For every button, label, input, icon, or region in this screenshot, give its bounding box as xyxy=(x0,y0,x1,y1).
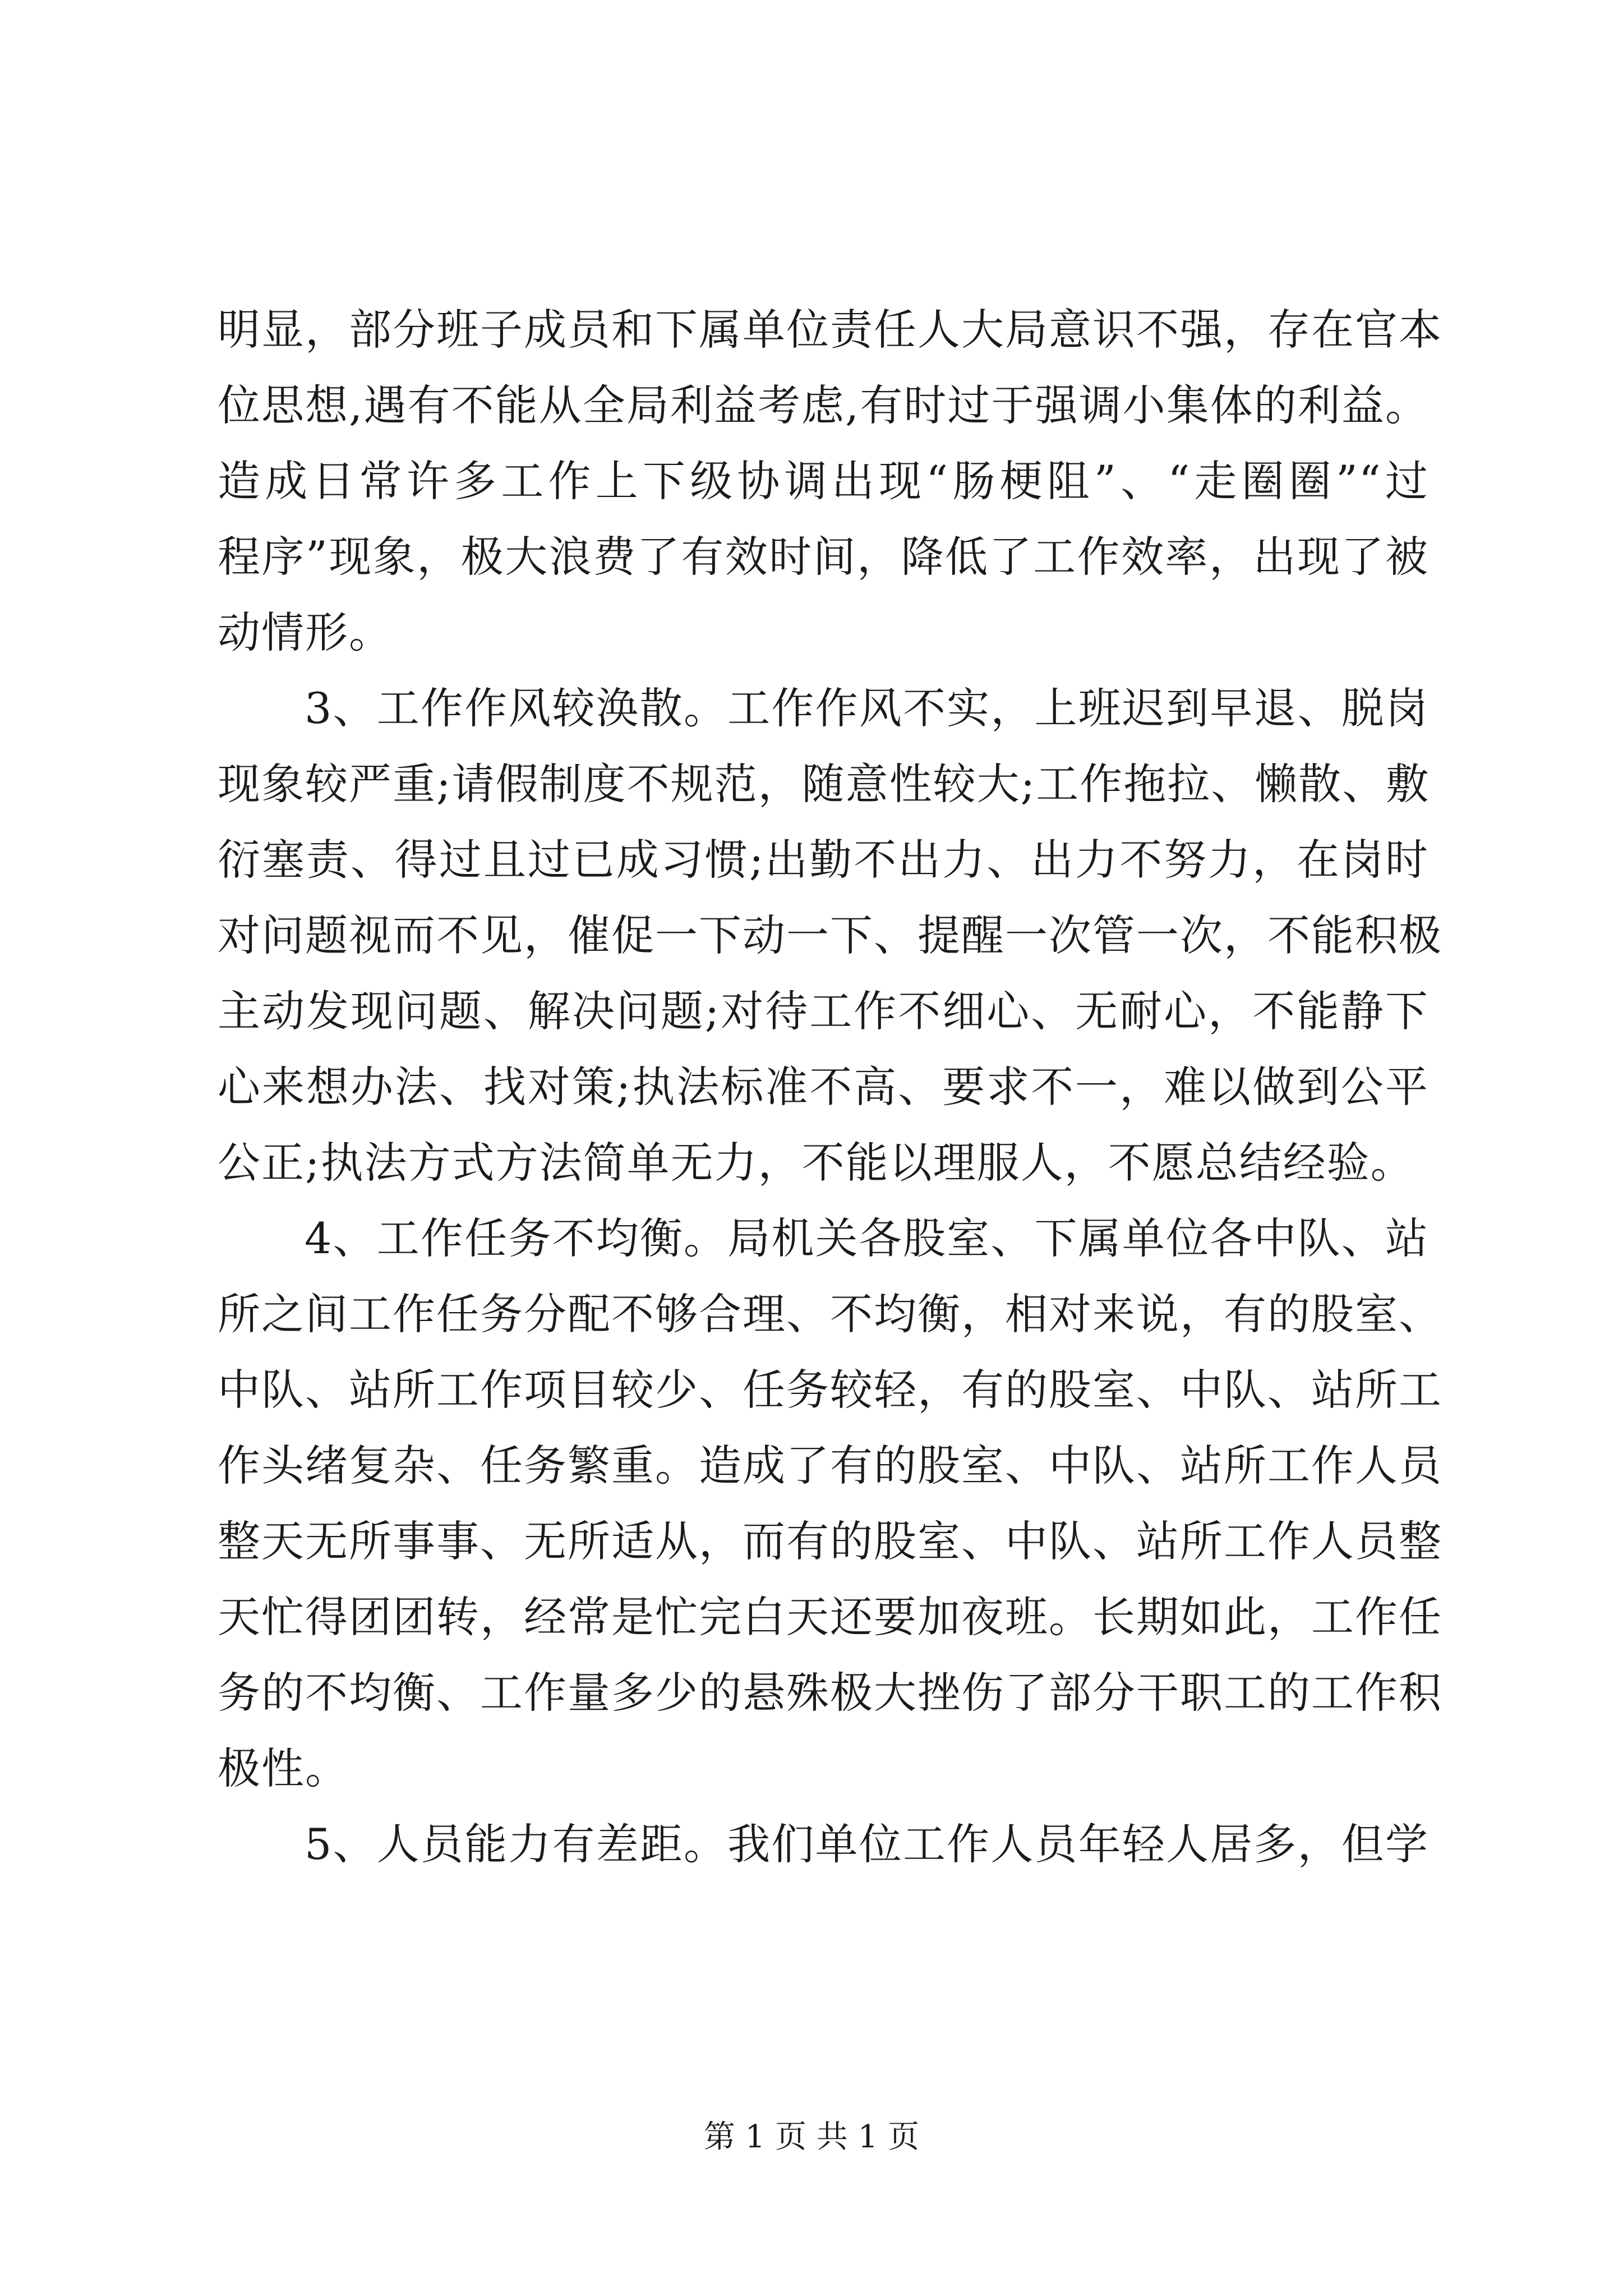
text-line: 整天无所事事、无所适从，而有的股室、中队、站所工作人员整 xyxy=(218,1516,1442,1566)
text-line: 主动发现问题、解决问题;对待工作不细心、无耐心，不能静下 xyxy=(218,986,1429,1036)
text-line: 对问题视而不见，催促一下动一下、提醒一次管一次，不能积极 xyxy=(218,910,1442,960)
body-text xyxy=(218,292,1442,1882)
text-line: 作头绪复杂、任务繁重。造成了有的股室、中队、站所工作人员 xyxy=(218,1441,1442,1490)
text-line: 5、人员能力有差距。我们单位工作人员年轻人居多，但学 xyxy=(305,1819,1429,1869)
text-line: 程序”现象，极大浪费了有效时间，降低了工作效率，出现了被 xyxy=(218,532,1429,582)
text-line: 极性。 xyxy=(218,1743,349,1793)
text-line: 4、工作任务不均衡。局机关各股室、下属单位各中队、站 xyxy=(305,1213,1429,1263)
text-line: 现象较严重;请假制度不规范，随意性较大;工作拖拉、懒散、敷 xyxy=(218,759,1430,809)
text-line: 公正;执法方式方法简单无力，不能以理服人，不愿总结经验。 xyxy=(218,1138,1414,1188)
page-footer: 第 1 页 共 1 页 xyxy=(703,2119,920,2155)
text-line: 造成日常许多工作上下级协调出现“肠梗阻”、“走圈圈”“过 xyxy=(218,456,1429,506)
text-line: 务的不均衡、工作量多少的悬殊极大挫伤了部分干职工的工作积 xyxy=(218,1668,1442,1718)
text-line: 心来想办法、找对策;执法标准不高、要求不一，难以做到公平 xyxy=(218,1062,1429,1112)
text-line: 衍塞责、得过且过已成习惯;出勤不出力、出力不努力，在岗时 xyxy=(218,835,1429,885)
text-line: 3、工作作风较涣散。工作作风不实，上班迟到早退、脱岗 xyxy=(305,683,1429,733)
text-line: 明显，部分班子成员和下属单位责任人大局意识不强，存在官本 xyxy=(218,305,1442,355)
text-line: 所之间工作任务分配不够合理、不均衡，相对来说，有的股室、 xyxy=(218,1289,1442,1339)
text-line: 天忙得团团转，经常是忙完白天还要加夜班。长期如此，工作任 xyxy=(218,1592,1442,1642)
text-line: 位思想,遇有不能从全局利益考虑,有时过于强调小集体的利益。 xyxy=(218,380,1429,430)
text-line: 动情形。 xyxy=(218,608,393,657)
text-line: 中队、站所工作项目较少、任务较轻，有的股室、中队、站所工 xyxy=(218,1365,1442,1415)
